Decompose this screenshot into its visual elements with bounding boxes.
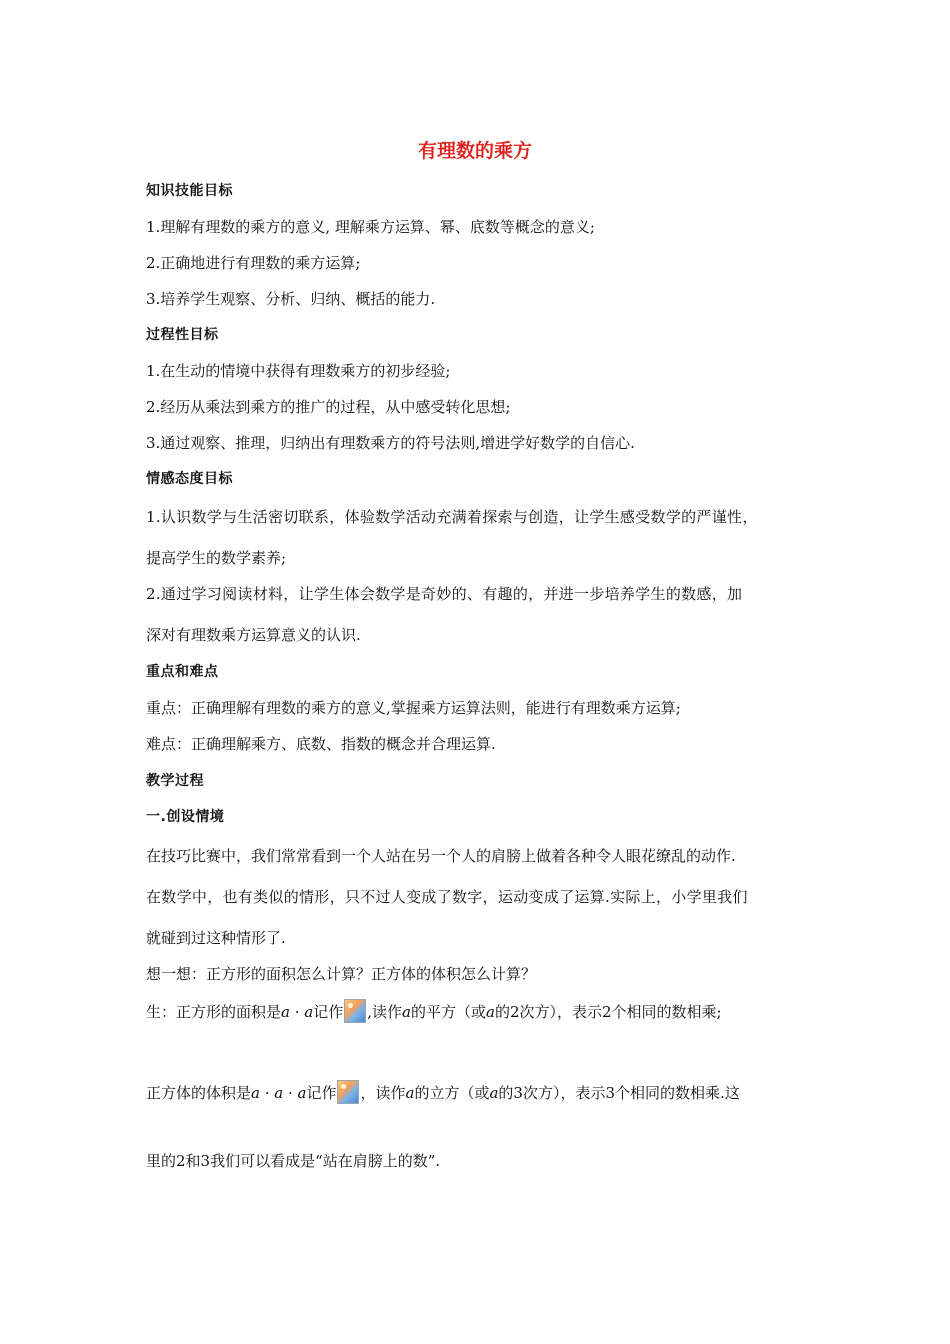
paragraph: 3.通过观察、推理，归纳出有理数乘方的符号法则,增进学好数学的自信心. — [146, 434, 635, 452]
text: 记作 — [306, 1084, 337, 1102]
text: 正方体的体积是 — [146, 1084, 252, 1102]
paragraph: 想一想：正方形的面积怎么计算？正方体的体积怎么计算？ — [146, 965, 537, 983]
paragraph: 2.经历从乘法到乘方的推广的过程，从中感受转化思想; — [146, 398, 511, 416]
paragraph: 1.理解有理数的乘方的意义, 理解乘方运算、幂、底数等概念的意义; — [146, 218, 595, 236]
text: ,读作 — [367, 1003, 403, 1021]
math-expression: a · a — [281, 1003, 314, 1021]
text: 的立方（或 — [414, 1084, 490, 1102]
text: 记作 — [313, 1003, 344, 1021]
paragraph: 里的2和3我们可以看成是“站在肩膀上的数”. — [146, 1152, 441, 1170]
paragraph: 在技巧比赛中，我们常常看到一个人站在另一个人的肩膀上做着各种令人眼花缭乱的动作. — [146, 847, 736, 865]
heading-knowledge-goals: 知识技能目标 — [146, 183, 233, 199]
heading-process-goals: 过程性目标 — [146, 327, 219, 343]
page-title: 有理数的乘方 — [417, 140, 532, 162]
paragraph: 就碰到过这种情形了. — [146, 929, 286, 947]
math-expression: a · a · a — [251, 1084, 307, 1102]
text: ，读作 — [360, 1084, 406, 1102]
heading-teaching-process: 教学过程 — [146, 773, 204, 789]
text: 生：正方形的面积是 — [146, 1003, 282, 1021]
paragraph: 在数学中，也有类似的情形，只不过人变成了数字，运动变成了运算.实际上，小学里我们 — [146, 888, 748, 906]
paragraph: 难点：正确理解乘方、底数、指数的概念并合理运算. — [146, 735, 496, 753]
paragraph: 3.培养学生观察、分析、归纳、概括的能力. — [146, 290, 436, 308]
math-variable: a — [405, 1084, 415, 1102]
text: 的3次方），表示3个相同的数相乘.这 — [498, 1084, 740, 1102]
paragraph: 重点：正确理解有理数的乘方的意义,掌握乘方运算法则，能进行有理数乘方运算; — [146, 699, 681, 717]
paragraph: 2.通过学习阅读材料，让学生体会数学是奇妙的、有趣的，并进一步培养学生的数感，加 — [146, 585, 743, 603]
paragraph: 提高学生的数学素养; — [146, 549, 287, 567]
answer-square — [146, 999, 722, 1023]
answer-cube — [146, 1080, 740, 1104]
heading-key-points: 重点和难点 — [146, 664, 219, 680]
text: 的2次方），表示2个相同的数相乘; — [494, 1003, 722, 1021]
text: 的平方（或 — [410, 1003, 486, 1021]
formula-image-icon — [344, 999, 366, 1023]
paragraph: 1.认识数学与生活密切联系，体验数学活动充满着探索与创造，让学生感受数学的严谨性， — [146, 508, 758, 526]
paragraph: 深对有理数乘方运算意义的认识. — [146, 626, 361, 644]
paragraph: 1.在生动的情境中获得有理数乘方的初步经验; — [146, 362, 451, 380]
formula-image-icon — [337, 1080, 359, 1104]
heading-attitude-goals: 情感态度目标 — [146, 471, 233, 487]
paragraph: 2.正确地进行有理数的乘方运算; — [146, 254, 361, 272]
subheading-situation: 一.创设情境 — [146, 809, 225, 825]
math-variable: a — [489, 1084, 499, 1102]
math-variable: a — [485, 1003, 495, 1021]
math-variable: a — [402, 1003, 411, 1021]
